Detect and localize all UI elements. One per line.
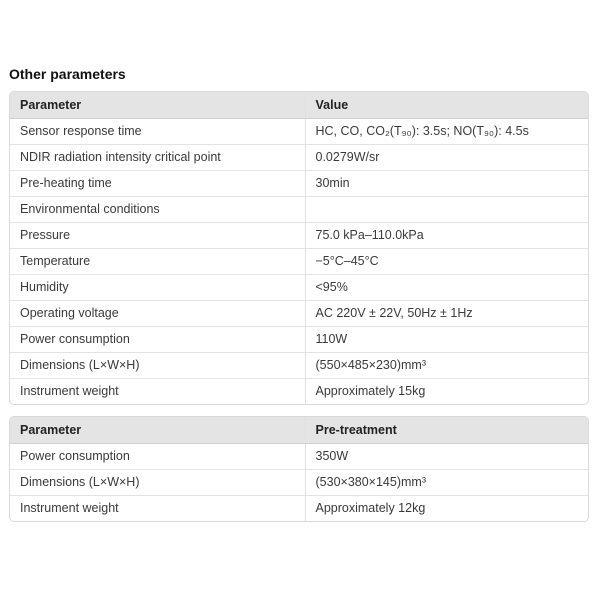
pretreatment-table (9, 416, 589, 522)
column-header-value: Value (305, 92, 588, 118)
value-cell: 75.0 kPa–110.0kPa (305, 222, 588, 248)
table-row (10, 170, 588, 196)
parameter-cell: Power consumption (10, 326, 305, 352)
table-row (10, 144, 588, 170)
parameter-cell: Humidity (10, 274, 305, 300)
parameter-cell: Pressure (10, 222, 305, 248)
value-cell: <95% (305, 274, 588, 300)
table-row (10, 378, 588, 404)
table-row (10, 222, 588, 248)
value-cell: AC 220V ± 22V, 50Hz ± 1Hz (305, 300, 588, 326)
value-cell: −5°C–45°C (305, 248, 588, 274)
parameter-cell: Dimensions (L×W×H) (10, 469, 305, 495)
table-row (10, 274, 588, 300)
value-cell: Approximately 12kg (305, 495, 588, 521)
table-row (10, 300, 588, 326)
value-cell: Approximately 15kg (305, 378, 588, 404)
parameter-cell: Dimensions (L×W×H) (10, 352, 305, 378)
column-header-pretreatment: Pre-treatment (305, 417, 588, 443)
value-cell: 110W (305, 326, 588, 352)
section-title: Other parameters (9, 66, 126, 82)
value-cell: (550×485×230)mm³ (305, 352, 588, 378)
value-cell (305, 196, 588, 222)
table-row (10, 443, 588, 469)
parameter-cell: Instrument weight (10, 378, 305, 404)
parameter-cell: Temperature (10, 248, 305, 274)
table-row (10, 326, 588, 352)
table-row (10, 352, 588, 378)
parameter-cell: NDIR radiation intensity critical point (10, 144, 305, 170)
parameter-cell: Power consumption (20, 449, 130, 463)
parameters-table (9, 91, 589, 405)
column-header-parameter: Parameter (10, 417, 305, 443)
column-header-parameter: Parameter (10, 92, 305, 118)
parameter-cell: Instrument weight (10, 495, 305, 521)
parameter-cell: Operating voltage (10, 300, 305, 326)
value-cell: (530×380×145)mm³ (305, 469, 588, 495)
value-cell: 350W (305, 443, 588, 469)
table-row (10, 196, 588, 222)
table-header-row (10, 92, 588, 118)
parameter-cell: Environmental conditions (10, 196, 305, 222)
table-row (10, 118, 588, 144)
table-row (10, 469, 588, 495)
value-cell: HC, CO, CO₂(T₉₀): 3.5s; NO(T₉₀): 4.5s (305, 118, 588, 144)
table-header-row (10, 417, 588, 443)
table-row (10, 495, 588, 521)
parameter-cell: Pre-heating time (10, 170, 305, 196)
parameter-cell: Sensor response time (20, 124, 142, 138)
value-cell: 30min (305, 170, 588, 196)
value-cell: 0.0279W/sr (305, 144, 588, 170)
table-row (10, 248, 588, 274)
